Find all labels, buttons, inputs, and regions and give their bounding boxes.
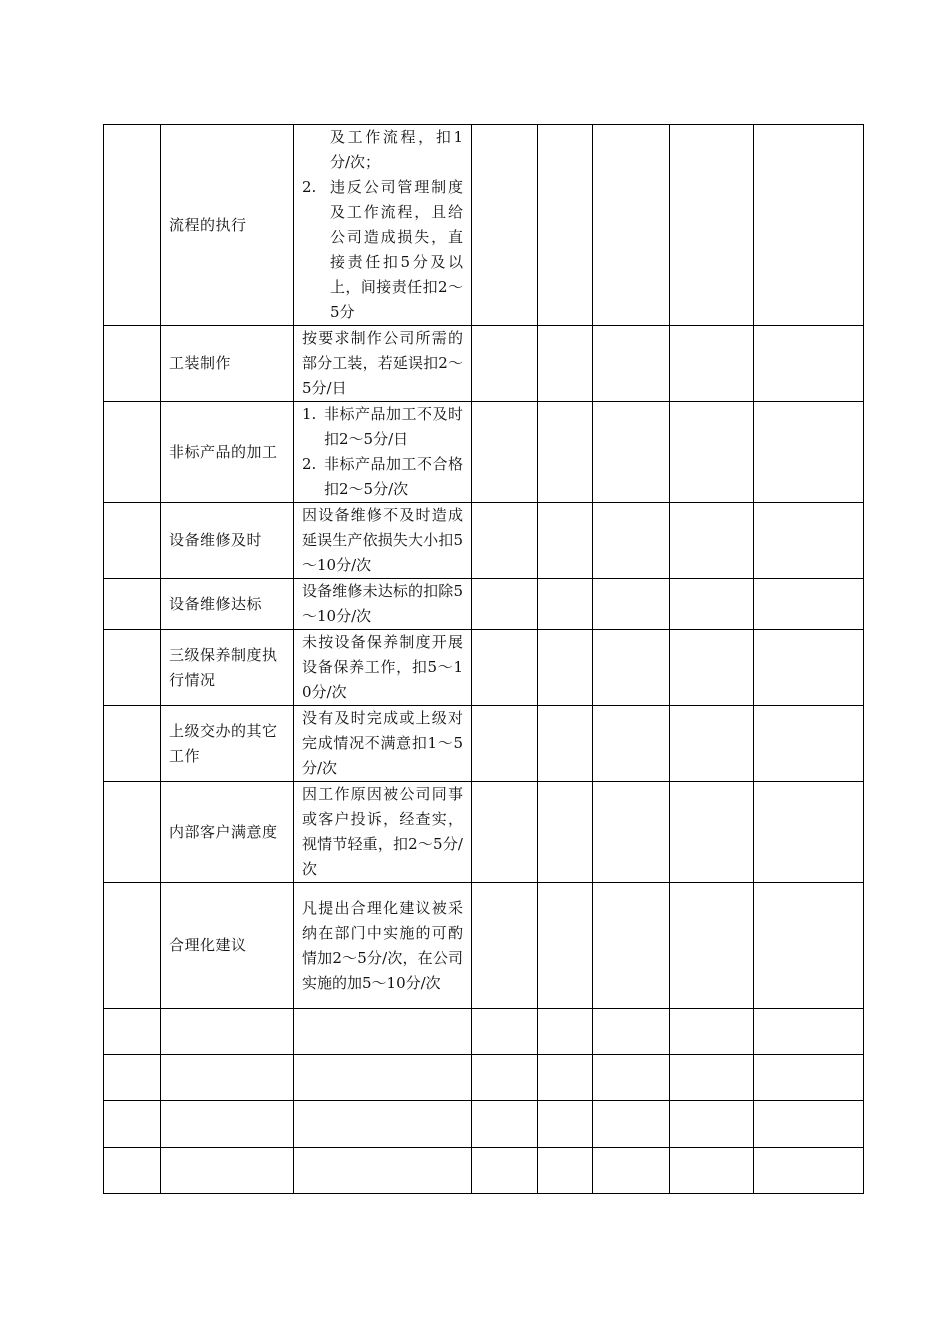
empty-cell <box>294 1101 472 1148</box>
table-row <box>104 503 864 579</box>
score-cell <box>538 503 593 579</box>
score-cell <box>593 402 670 503</box>
rule-cell: 因设备维修不及时造成延误生产依损失大小扣5～10分/次 <box>294 503 472 579</box>
item-cell: 流程的执行 <box>161 125 294 326</box>
rule-list-item <box>302 402 463 452</box>
score-cell <box>472 402 538 503</box>
rule-cell: 设备维修未达标的扣除5～10分/次 <box>294 579 472 630</box>
empty-cell <box>754 1055 864 1101</box>
score-cell <box>538 706 593 782</box>
table-row <box>104 579 864 630</box>
score-cell <box>472 883 538 1009</box>
rule-cell: 凡提出合理化建议被采纳在部门中实施的可酌情加2～5分/次，在公司实施的加5～10分/次 <box>294 883 472 1009</box>
score-cell <box>472 125 538 326</box>
item-cell: 设备维修达标 <box>161 579 294 630</box>
assessment-table <box>103 124 864 1194</box>
score-cell <box>670 630 754 706</box>
rule-cell: 未按设备保养制度开展设备保养工作，扣5～10分/次 <box>294 630 472 706</box>
empty-cell <box>670 1055 754 1101</box>
score-cell <box>472 503 538 579</box>
empty-cell <box>294 1148 472 1194</box>
rule-cell: 因工作原因被公司同事或客户投诉，经查实，视情节轻重，扣2～5分/次 <box>294 782 472 883</box>
index-cell <box>104 326 161 402</box>
remark-cell <box>754 630 864 706</box>
score-cell <box>670 706 754 782</box>
empty-cell <box>294 1055 472 1101</box>
score-cell <box>593 782 670 883</box>
score-cell <box>670 125 754 326</box>
score-cell <box>670 883 754 1009</box>
rule-continuation: 及工作流程，扣1分/次； <box>330 128 463 171</box>
rule-list-item <box>302 452 463 502</box>
empty-cell <box>472 1009 538 1055</box>
empty-cell <box>538 1009 593 1055</box>
empty-cell <box>593 1101 670 1148</box>
empty-cell <box>670 1101 754 1148</box>
empty-row <box>104 1101 864 1148</box>
rule-cell <box>294 125 472 326</box>
empty-cell <box>104 1009 161 1055</box>
score-cell <box>472 630 538 706</box>
score-cell <box>593 883 670 1009</box>
empty-cell <box>472 1055 538 1101</box>
empty-cell <box>593 1055 670 1101</box>
score-cell <box>538 402 593 503</box>
list-number: 2. <box>302 178 317 196</box>
remark-cell <box>754 125 864 326</box>
empty-cell <box>538 1101 593 1148</box>
remark-cell <box>754 706 864 782</box>
score-cell <box>538 883 593 1009</box>
table-row <box>104 883 864 1009</box>
score-cell <box>670 579 754 630</box>
remark-cell <box>754 326 864 402</box>
empty-cell <box>538 1148 593 1194</box>
item-cell: 合理化建议 <box>161 883 294 1009</box>
empty-row <box>104 1009 864 1055</box>
list-text: 非标产品加工不合格扣2～5分/次 <box>324 455 463 498</box>
index-cell <box>104 630 161 706</box>
score-cell <box>670 782 754 883</box>
rule-cell <box>294 402 472 503</box>
score-cell <box>670 326 754 402</box>
empty-cell <box>104 1055 161 1101</box>
empty-cell <box>754 1101 864 1148</box>
index-cell <box>104 782 161 883</box>
empty-cell <box>294 1009 472 1055</box>
empty-cell <box>538 1055 593 1101</box>
score-cell <box>472 706 538 782</box>
remark-cell <box>754 402 864 503</box>
score-cell <box>593 630 670 706</box>
index-cell <box>104 125 161 326</box>
score-cell <box>593 706 670 782</box>
score-cell <box>670 503 754 579</box>
empty-cell <box>670 1009 754 1055</box>
index-cell <box>104 402 161 503</box>
item-cell: 设备维修及时 <box>161 503 294 579</box>
empty-cell <box>754 1148 864 1194</box>
empty-cell <box>104 1101 161 1148</box>
score-cell <box>593 125 670 326</box>
score-cell <box>538 782 593 883</box>
score-cell <box>538 579 593 630</box>
table-row <box>104 326 864 402</box>
remark-cell <box>754 883 864 1009</box>
rule-cell: 没有及时完成或上级对完成情况不满意扣1～5分/次 <box>294 706 472 782</box>
empty-cell <box>161 1009 294 1055</box>
remark-cell <box>754 579 864 630</box>
score-cell <box>593 326 670 402</box>
item-cell: 三级保养制度执行情况 <box>161 630 294 706</box>
table-row <box>104 630 864 706</box>
score-cell <box>670 402 754 503</box>
score-cell <box>472 326 538 402</box>
empty-cell <box>472 1101 538 1148</box>
table-row <box>104 782 864 883</box>
empty-cell <box>593 1009 670 1055</box>
list-number: 1. <box>302 405 317 423</box>
index-cell <box>104 503 161 579</box>
item-cell: 上级交办的其它工作 <box>161 706 294 782</box>
empty-cell <box>161 1148 294 1194</box>
empty-cell <box>161 1101 294 1148</box>
empty-cell <box>593 1148 670 1194</box>
item-cell: 非标产品的加工 <box>161 402 294 503</box>
list-text: 非标产品加工不及时扣2～5分/日 <box>324 405 463 448</box>
empty-cell <box>670 1148 754 1194</box>
table-row <box>104 706 864 782</box>
list-text: 违反公司管理制度及工作流程，且给公司造成损失，直接责任扣5分及以上，间接责任扣2～5分 <box>330 178 463 321</box>
table-row <box>104 125 864 326</box>
score-cell <box>472 579 538 630</box>
score-cell <box>538 630 593 706</box>
empty-cell <box>472 1148 538 1194</box>
empty-cell <box>104 1148 161 1194</box>
rule-list-item <box>302 175 463 325</box>
empty-cell <box>754 1009 864 1055</box>
list-number: 2. <box>302 455 317 473</box>
index-cell <box>104 883 161 1009</box>
remark-cell <box>754 503 864 579</box>
empty-cell <box>161 1055 294 1101</box>
score-cell <box>472 782 538 883</box>
empty-row <box>104 1055 864 1101</box>
remark-cell <box>754 782 864 883</box>
score-cell <box>538 125 593 326</box>
score-cell <box>593 503 670 579</box>
score-cell <box>538 326 593 402</box>
rule-cell: 按要求制作公司所需的部分工装，若延误扣2～5分/日 <box>294 326 472 402</box>
table-row <box>104 402 864 503</box>
score-cell <box>593 579 670 630</box>
index-cell <box>104 579 161 630</box>
item-cell: 内部客户满意度 <box>161 782 294 883</box>
item-cell: 工装制作 <box>161 326 294 402</box>
empty-row <box>104 1148 864 1194</box>
index-cell <box>104 706 161 782</box>
